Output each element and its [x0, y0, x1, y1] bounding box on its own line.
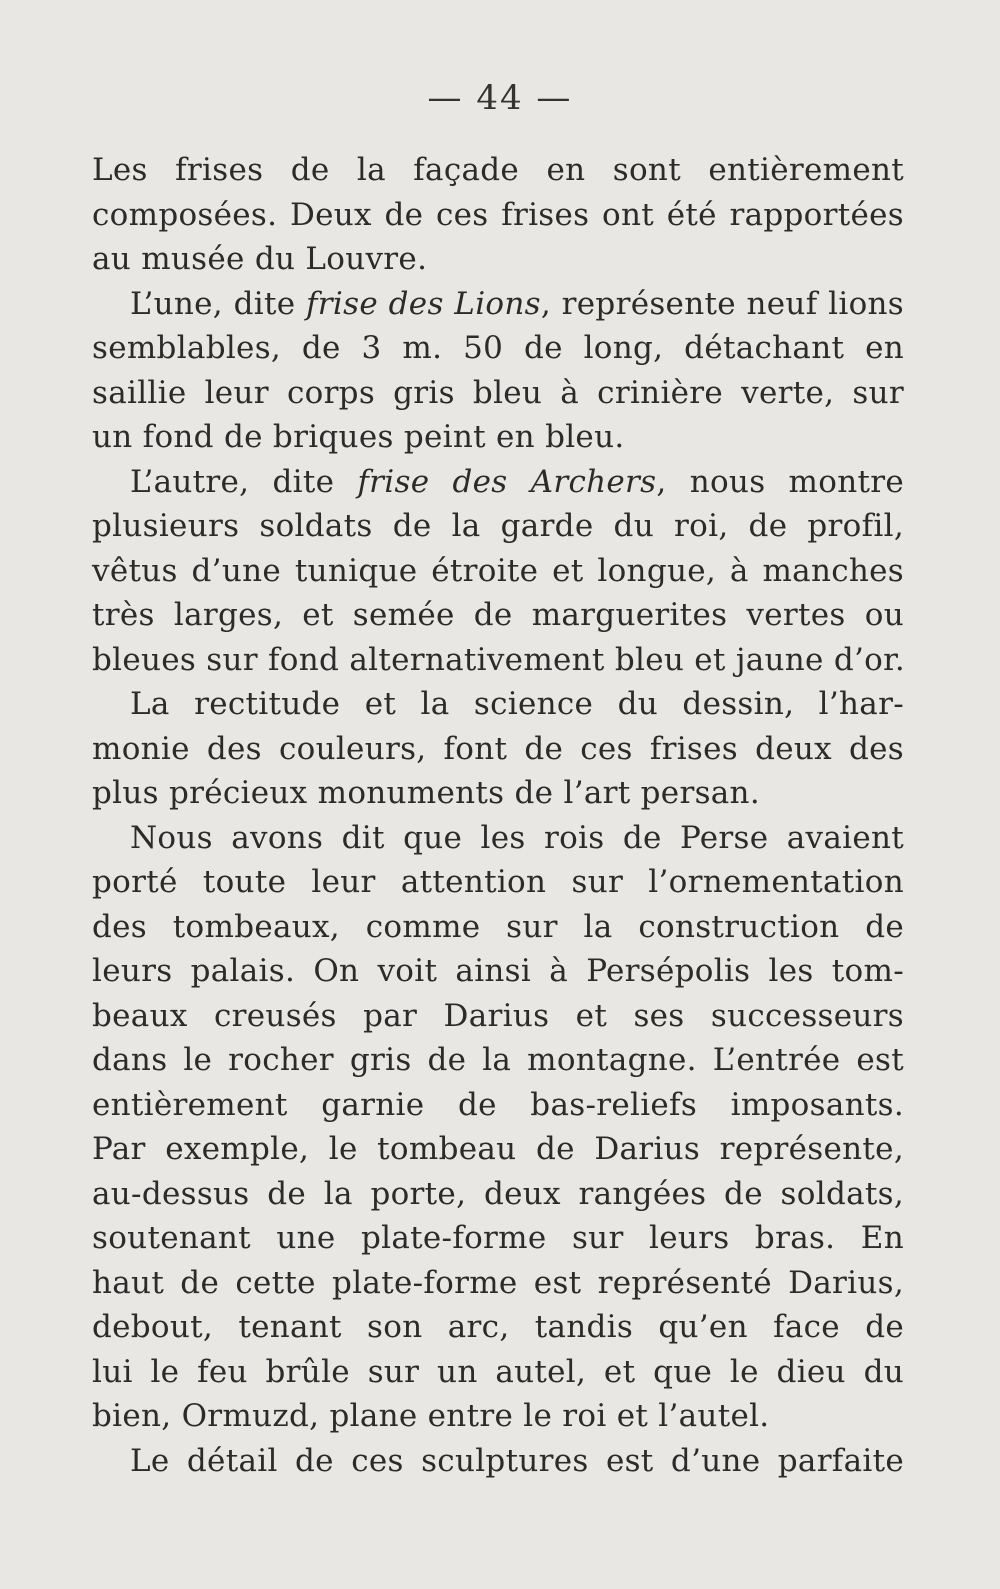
text-line: Le détail de ces sculptures est d’une parfaite [130, 1442, 904, 1479]
text-line: au musée du Louvre. [92, 241, 428, 277]
text-line: Les frises de la façade en sont entièrement [92, 152, 904, 188]
text-line: plus précieux monuments de l’art persan. [92, 775, 760, 811]
italic-title: frise des Archers [357, 463, 657, 500]
text-line: semblables, de 3 m. 50 de long, détachant en [92, 330, 904, 366]
text-line: des tombeaux, comme sur la construction de [92, 908, 904, 945]
text-line: monie des couleurs, font de ces frises deux des [92, 730, 904, 767]
text-line: au-dessus de la porte, deux rangées de soldats, [92, 1175, 904, 1212]
text-line: plusieurs soldats de la garde du roi, de profil, [92, 508, 904, 544]
text-line: porté toute leur attention sur l’ornementation [92, 864, 904, 900]
text-run: , représente neuf lions [540, 285, 905, 322]
text-line: haut de cette plate-forme est représenté Darius, [92, 1264, 904, 1301]
text-line: un fond de briques peint en bleu. [92, 419, 625, 455]
text-line: composées. Deux de ces frises ont été rapportées [92, 196, 904, 233]
text-line: beaux creusés par Darius et ses successeurs [92, 997, 904, 1034]
text-line [92, 282, 904, 327]
text-line: entièrement garnie de bas-reliefs imposants. [92, 1086, 904, 1123]
page-number: — 44 — [427, 78, 573, 118]
text-line: soutenant une plate-forme sur leurs bras. En [92, 1220, 904, 1256]
text-line [92, 460, 904, 505]
text-line: La rectitude et la science du dessin, l’har- [130, 686, 904, 722]
text-line: debout, tenant son arc, tandis qu’en face de [92, 1309, 904, 1345]
text-line: très larges, et semée de marguerites vertes ou [92, 597, 904, 633]
text-run: , nous montre [656, 463, 904, 500]
body-text [92, 148, 904, 1483]
text-line: bleues sur fond alternativement bleu et jaune d’or. [92, 641, 905, 678]
italic-title: frise des Lions [306, 285, 541, 322]
text-line: Par exemple, le tombeau de Darius représente, [92, 1131, 904, 1167]
text-line: saillie leur corps gris bleu à crinière verte, sur [92, 374, 904, 411]
text-line: Nous avons dit que les rois de Perse avaient [130, 819, 904, 856]
text-line: leurs palais. On voit ainsi à Persépolis les tom- [92, 953, 904, 989]
text-line: bien, Ormuzd, plane entre le roi et l’autel. [92, 1398, 770, 1434]
text-line: dans le rocher gris de la montagne. L’entrée est [92, 1042, 904, 1078]
text-run: L’autre, dite [130, 463, 358, 500]
text-line: lui le feu brûle sur un autel, et que le dieu du [92, 1353, 904, 1390]
text-line: vêtus d’une tunique étroite et longue, à manches [92, 552, 904, 589]
text-run: L’une, dite [130, 285, 307, 322]
